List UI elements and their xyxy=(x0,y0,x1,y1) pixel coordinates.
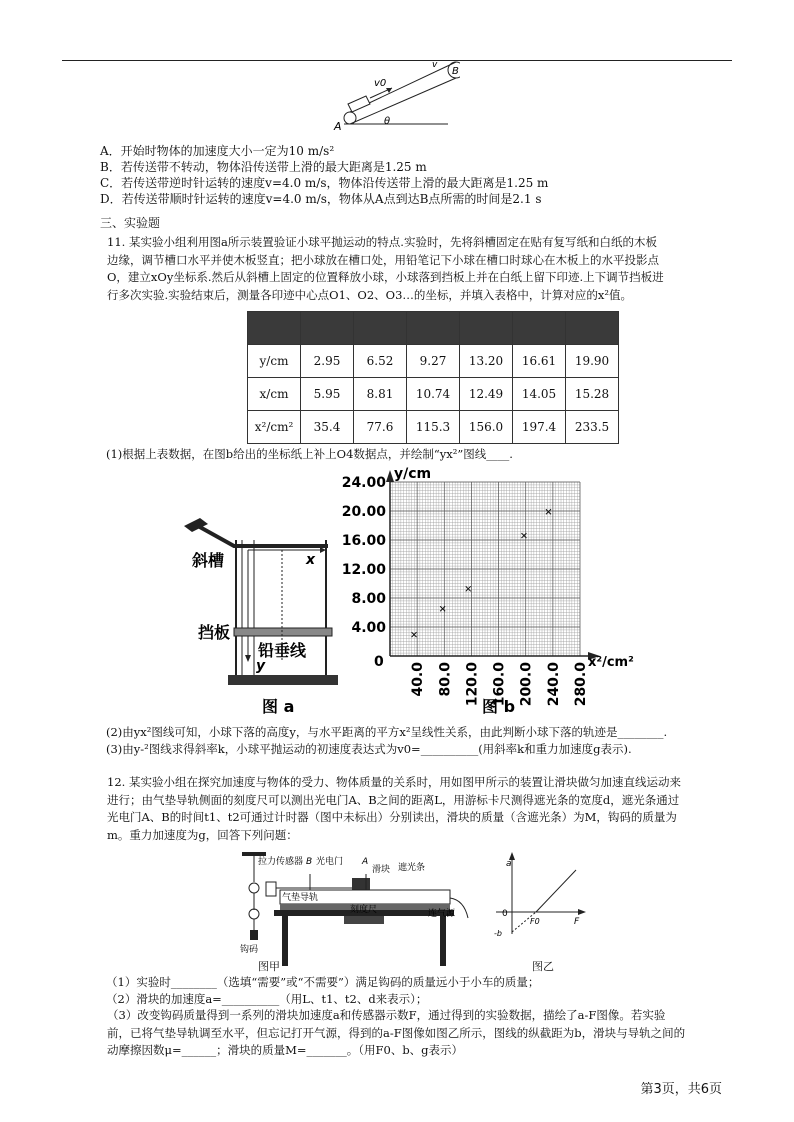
x-tick-label: 200.0 xyxy=(518,662,535,707)
gate-label: 光电门 xyxy=(316,857,344,867)
figure-yi xyxy=(488,852,588,952)
conveyor-figure xyxy=(330,58,460,138)
q12-sub3: （3）改变钩码质量得到一系列的滑块加速度a和传感器示数F，通过得到的实验数据，描绘了a-F图像。若实验前，已将气垫导轨调至水平，但忘记打开气源，得到的a-F图像如图乙所示，图线的纵截距为b，滑块与导轨之间的动摩擦因数μ=______；滑块的质量M=_______。（用F0、b、g表示） xyxy=(107,1008,686,1057)
data-table xyxy=(247,311,619,444)
y-tick-label: 4.00 xyxy=(351,620,386,636)
figure-b-chart xyxy=(330,462,660,722)
y-tick-labels xyxy=(342,475,387,636)
x-tick-label: 240.0 xyxy=(545,662,562,707)
x-tick-label: 40.0 xyxy=(410,662,427,697)
table-cell: 12.49 xyxy=(460,378,513,411)
fig-jia-caption: 图甲 xyxy=(258,960,280,973)
y-tick-label: 12.00 xyxy=(341,562,386,578)
table-header-row xyxy=(248,312,619,345)
yi-zero-label: 0 xyxy=(502,909,508,919)
y-tick-label: 8.00 xyxy=(351,591,386,607)
table-cell: 9.27 xyxy=(407,345,460,378)
section-title: 三、实验题 xyxy=(100,216,161,230)
yi-a-label: a xyxy=(506,859,512,869)
plumb-label: 铅垂线 xyxy=(258,641,307,660)
q12-text: 12. 某实验小组在探究加速度与物体的受力、物体质量的关系时，用如图甲所示的装置让滑块做匀加速直线运动来进行；由气垫导轨侧面的刻度尺可以测出光电门A、B之间的距离L，用游标卡尺测得遮光条的宽度d，遮光条通过光电门A、B的时间t1、t2可通过计时器（图中未标出）分别读出，滑块的质量（含遮光条）为M，钩码的质量为m。重力加速度为g，回答下列问题： xyxy=(107,775,681,842)
option-a: A．开始时物体的加速度大小一定为10 m/s² xyxy=(100,144,335,158)
rail-label: 气垫导轨 xyxy=(282,893,319,903)
figure-jia xyxy=(232,848,472,972)
option-d: D．若传送带顺时针运转的速度v=4.0 m/s，物体从A点到达B点所需的时间是2.1 s xyxy=(100,192,542,206)
v-label: v xyxy=(432,60,438,70)
x-tick-label: 80.0 xyxy=(437,662,454,697)
table-row xyxy=(248,411,619,444)
strip-label: 遮光条 xyxy=(398,863,426,873)
a-label: A xyxy=(334,120,342,133)
origin-label: 0 xyxy=(374,654,384,670)
table-row xyxy=(248,378,619,411)
x-tick-label: 280.0 xyxy=(573,662,589,707)
q11-sub2: (2)由yx²图线可知，小球下落的高度y，与水平距离的平方x²呈线性关系，由此判断小球下落的轨迹是________. xyxy=(106,725,668,739)
row-label: x²/cm² xyxy=(248,411,301,444)
q11-sub1: (1)根据上表数据，在图b给出的坐标纸上补上O4数据点，并绘制“yx²”图线____. xyxy=(106,447,513,461)
y-tick-label: 16.00 xyxy=(341,533,386,549)
q12-sub1: （1）实验时________（选填“需要”或“不需要”）满足钩码的质量远小于小车的质量； xyxy=(106,975,540,989)
b-label: B xyxy=(452,66,459,77)
table-cell: 35.4 xyxy=(301,411,354,444)
hook-label: 钩码 xyxy=(240,945,259,955)
y-axis-arrow xyxy=(386,470,394,482)
table-cell: 8.81 xyxy=(354,378,407,411)
x-tick-label: 120.0 xyxy=(464,662,481,707)
gate-b-label: B xyxy=(306,857,313,867)
figure-a xyxy=(178,510,348,722)
theta-label: θ xyxy=(384,116,391,127)
table-cell: 233.5 xyxy=(566,411,619,444)
fig-a-caption: 图 a xyxy=(262,697,295,716)
table-cell: 13.20 xyxy=(460,345,513,378)
table-cell: 2.95 xyxy=(301,345,354,378)
yi-f0-label: F0 xyxy=(530,917,540,926)
ruler-label: 刻度尺 xyxy=(350,905,378,915)
yi-neg-b-label: -b xyxy=(494,929,502,938)
fig-a-y-label: y xyxy=(256,658,266,674)
option-b: B．若传送带不转动，物体沿传送带上滑的最大距离是1.25 m xyxy=(100,160,427,174)
table-cell: 197.4 xyxy=(513,411,566,444)
table-cell: 156.0 xyxy=(460,411,513,444)
table-row xyxy=(248,345,619,378)
fig-b-caption: 图 b xyxy=(482,697,516,716)
row-label: y/cm xyxy=(248,345,301,378)
yi-f-label: F xyxy=(574,917,580,927)
baffle-label: 挡板 xyxy=(198,623,231,642)
page-number: 第3页，共6页 xyxy=(640,1082,722,1097)
table-cell: 77.6 xyxy=(354,411,407,444)
row-label: x/cm xyxy=(248,378,301,411)
slider-label: 滑块 xyxy=(372,865,391,875)
table-cell: 15.28 xyxy=(566,378,619,411)
q12-sub2: （2）滑块的加速度a=__________（用L、t1、t2、d来表示）； xyxy=(106,992,428,1006)
table-cell: 16.61 xyxy=(513,345,566,378)
x-axis-label: x²/cm² xyxy=(588,655,634,670)
q11-sub3: (3)由y-²图线求得斜率k，小球平抛运动的初速度表达式为v0=__________(用斜率k和重力加速度g表示). xyxy=(106,742,632,756)
table-cell: 6.52 xyxy=(354,345,407,378)
q11-text: 11. 某实验小组利用图a所示装置验证小球平抛运动的特点.实验时，先将斜槽固定在贴有复写纸和白纸的木板边缘，调节槽口水平并使木板竖直；把小球放在槽口处，用铅笔记下小球在槽口时球心在木板上的水平投影点O，建立xOy坐标系.然后从斜槽上固定的位置释放小球，小球落到挡板上并在白纸上留下印迹.上下调节挡板进行多次实验.实验结束后，测量各印迹中心点O1、O2、O3…的坐标，并填入表格中，计算对应的x²值。 xyxy=(107,235,664,302)
air-label: 连气源 xyxy=(428,909,456,919)
table-cell: 14.05 xyxy=(513,378,566,411)
option-c: C．若传送带逆时针运转的速度v=4.0 m/s，物体沿传送带上滑的最大距离是1.25 m xyxy=(100,176,549,190)
x-tick-label: 160.0 xyxy=(491,662,508,707)
sensor-label: 拉力传感器 xyxy=(258,857,304,867)
table-cell: 10.74 xyxy=(407,378,460,411)
y-tick-label: 20.00 xyxy=(341,504,386,520)
fig-a-x-label: x xyxy=(306,552,316,568)
table-cell: 115.3 xyxy=(407,411,460,444)
table-cell: 19.90 xyxy=(566,345,619,378)
fig-yi-caption: 图乙 xyxy=(532,960,554,973)
gate-a-label: A xyxy=(362,857,369,867)
table-cell: 5.95 xyxy=(301,378,354,411)
v0-label: v0 xyxy=(374,78,387,89)
y-axis-label: y/cm xyxy=(394,466,432,482)
y-tick-label: 24.00 xyxy=(341,475,386,491)
data-point xyxy=(466,586,471,591)
chute-label: 斜槽 xyxy=(192,551,225,570)
